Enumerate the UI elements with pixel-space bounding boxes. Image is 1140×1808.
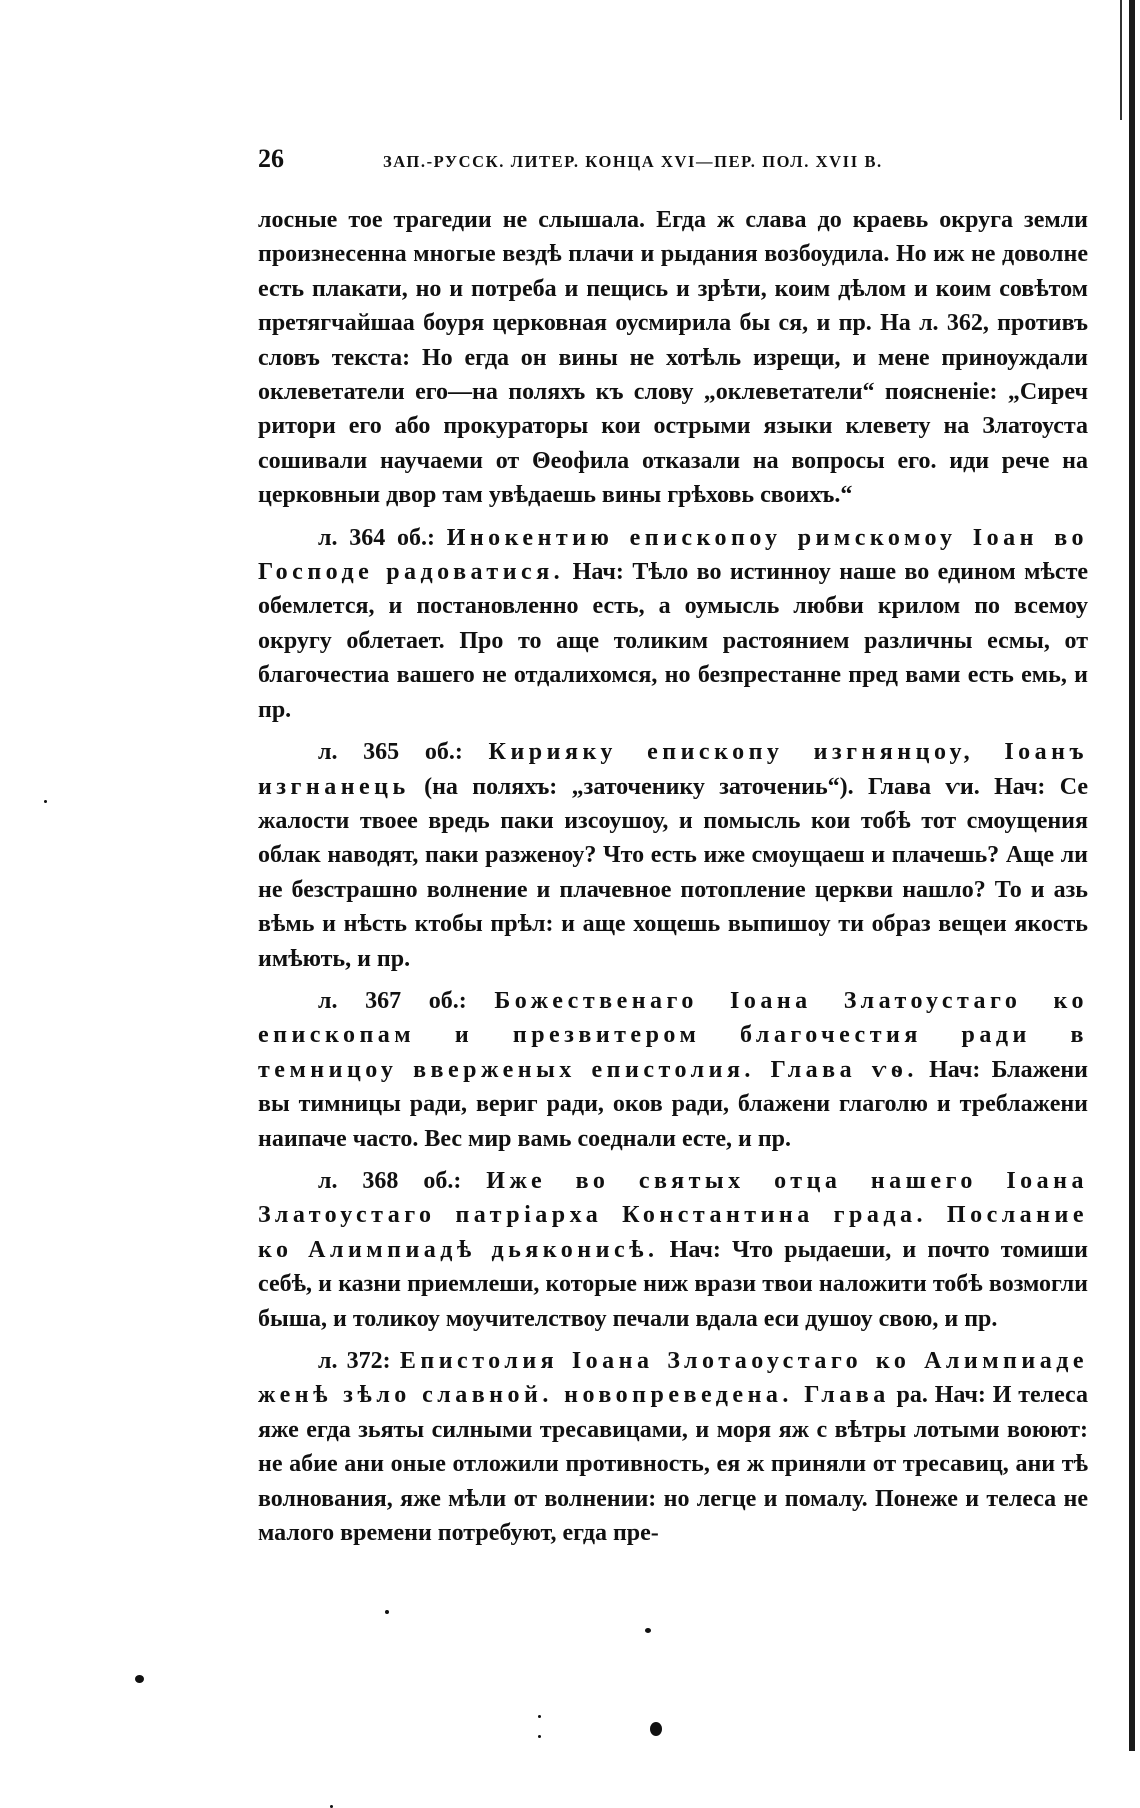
- paragraph-text: ра. Нач: И телеса яже егда зьяты силными тресавицами, и моря яж с вѣтры лотыми воюют: не абие ани оные отложили противность, ея ж приняли от тресавиц, ани тѣ волнования, яже мѣли от волнении: но легце и помалу. Понеже и телеса не малого времени потребуют, егда пре-: [258, 1382, 1089, 1547]
- paragraph-entry-364: [258, 521, 1088, 727]
- page-header: [258, 144, 1058, 184]
- folio-label: л. 368 об.:: [318, 1167, 462, 1194]
- folio-label: л. 372:: [318, 1348, 391, 1374]
- spaced-title: Епистолия Іоана Злотаоустаго ко Алимпиаде женѣ зѣло славной. новопреведена. Глава: [258, 1348, 1088, 1409]
- paragraph-text: Нач: Тѣло во истинноу наше во едином мѣсте обемлется, и постановленно есть, а оумысль любви крилом по всемоу округу облетает. Про то аще толиким растоянием различны есмы, от благочестиа вашего не отдалихомся, но безпрестанне пред вами есть емь, и пр.: [258, 559, 1089, 723]
- paragraph-text: (на поляхъ: „заточенику заточениь“). Глава ѵи. Нач: Се жалости твоее вредь паки изсоушоу, и помысль кои тобѣ тот смоущения облак наводят, паки разженоу? Что есть иже смоущаеш и плачешь? Аще ли не безстрашно волнение и плачевное потопление церкви нашло? То и азь вѣмь и нѣсть ктобы прѣл: и аще хощешь выпишоу ти образ вещеи якость имѣють, и пр.: [258, 773, 1088, 972]
- ink-speck: [385, 1610, 389, 1614]
- ink-speck: [650, 1722, 662, 1736]
- running-head: ЗАП.-РУССК. ЛИТЕР. КОНЦА XVI—ПЕР. ПОЛ. XVII В.: [383, 152, 883, 171]
- paragraph-entry-365: [258, 735, 1088, 976]
- paragraph-entry-372: [258, 1344, 1088, 1550]
- ink-speck: [538, 1735, 541, 1738]
- paragraph-text: Нач: Блажени вы тимницы ради, вериг ради, оков ради, блажени глаголю и треблажени наипаче часто. Вес мир вамь соеднали есте, и пр.: [258, 1056, 1088, 1152]
- spaced-title: Иже во святых отца нашего Іоана Златоустаго патріарха Константина града. Послание ко Алимпиадѣ дьяконисѣ.: [258, 1167, 1088, 1263]
- spaced-title: Инокентию епископоу римскомоу Іоан во Господе радоватися.: [258, 524, 1088, 586]
- folio-label: л. 367 об.:: [318, 987, 467, 1014]
- page-number: 26: [258, 144, 284, 173]
- ink-speck: [538, 1715, 541, 1718]
- ink-speck: [645, 1628, 651, 1633]
- paragraph-text: лосные тое трагедии не слышала. Егда ж слава до краевь округа земли произнесенна многые вездѣ плачи и рыдания возбоудила. Но иж не доволне есть плакати, но и потреба и пещись и зрѣти, коим дѣлом и коим совѣтом претягчайшаа боуря церковная оусмирила бы ся, и пр. На л. 362, противъ словъ текста: Но егда он вины не хотѣль изрещи, и мене приноуждали оклеветатели его—на поляхъ къ слову „оклеветатели“ поясненіе: „Сиреч ритори его або прокураторы кои острыми языки клевету на Златоуста сошивали научаеми от Θеофила отказали на вопросы его. иди рече на церковныи двор там увѣдаешь вины грѣховь своихъ.“: [258, 207, 1088, 509]
- ink-speck: [135, 1675, 144, 1683]
- spaced-title: Кирияку епископу изгнянцоу, Іоанъ изгнанець: [258, 739, 1088, 800]
- folio-label: л. 364 об.:: [318, 524, 435, 551]
- ink-speck: [44, 800, 47, 803]
- page-edge-shadow-top: [1120, 0, 1122, 120]
- spaced-title: Божественаго Іоана Златоустаго ко епископам и презвитером благочестия ради в темницоу вверженых епистолия. Глава ѵѳ.: [258, 987, 1088, 1083]
- body-text: [258, 203, 1088, 1558]
- folio-label: л. 365 об.:: [318, 739, 463, 766]
- paragraph-entry-367: [258, 984, 1088, 1156]
- paragraph-entry-368: [258, 1164, 1088, 1336]
- page-edge-shadow: [1129, 0, 1135, 1751]
- paragraph-continuation: [258, 203, 1088, 513]
- paragraph-text: Нач: Что рыдаеши, и почто томиши себѣ, и казни приемлеши, которые ниж врази твои наложити тобѣ возмогли быша, и толикоу моучителствоу печали вдала еси душоу свою, и пр.: [258, 1236, 1088, 1332]
